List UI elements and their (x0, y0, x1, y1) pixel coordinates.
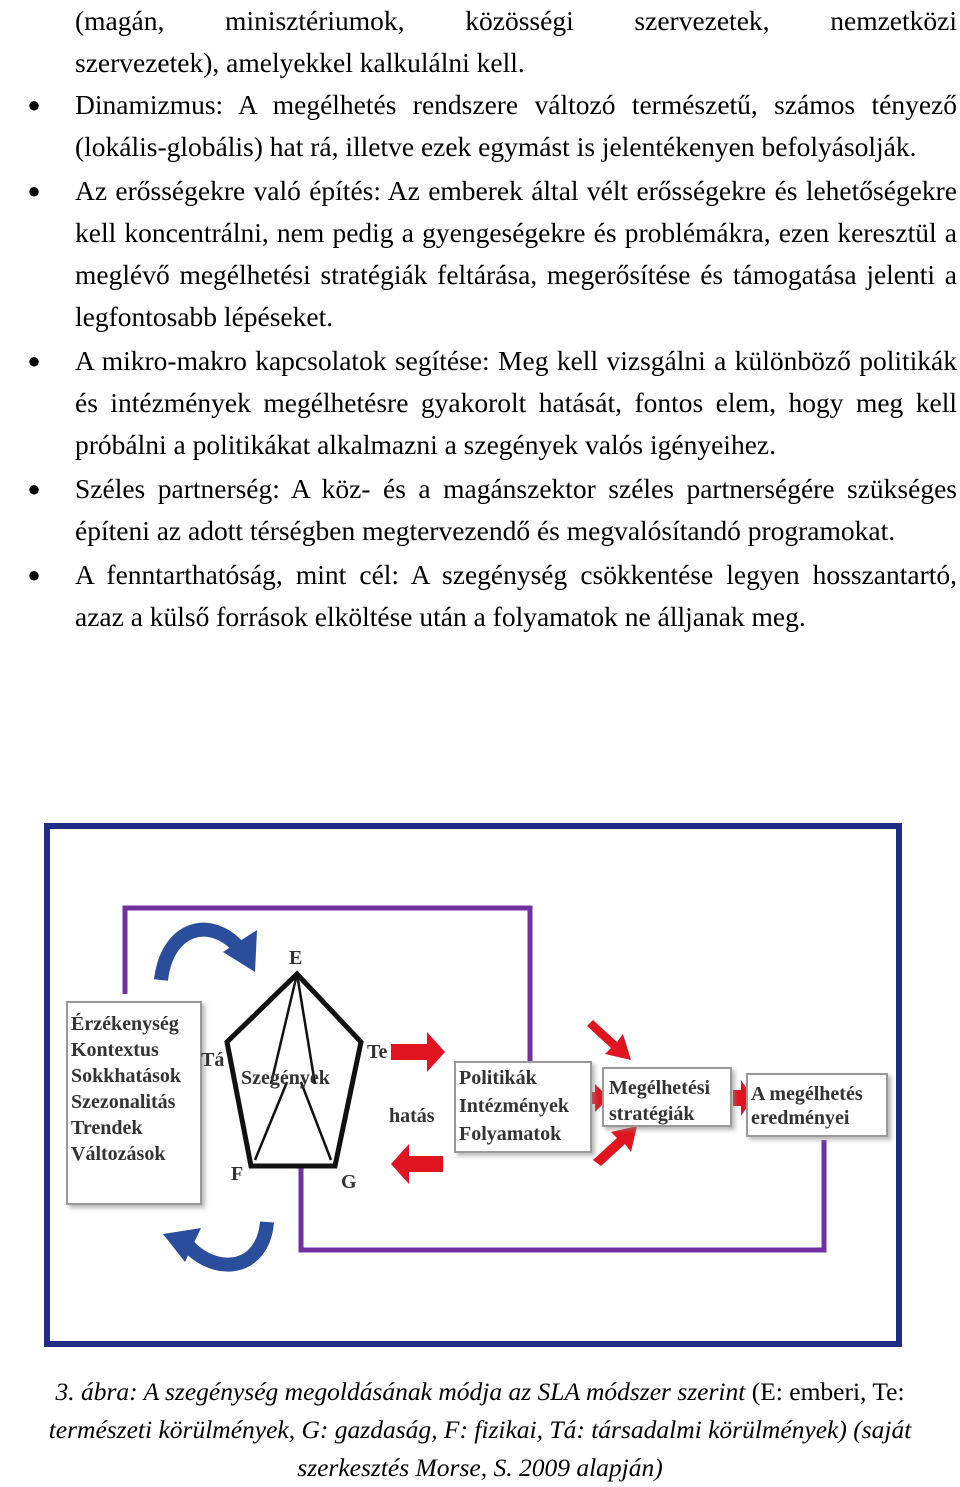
pentagon-label-g: G (341, 1171, 357, 1193)
pentagon-label-ta: Tá (201, 1049, 225, 1071)
strategy-line: Megélhetési (609, 1077, 711, 1099)
bullet-icon: ● (27, 562, 41, 587)
vulnerability-line: Trendek (71, 1117, 143, 1139)
list-item (27, 468, 957, 552)
vulnerability-line: Kontextus (71, 1039, 159, 1061)
bullet-icon: ● (27, 476, 41, 501)
vulnerability-line: Érzékenység (71, 1013, 179, 1035)
policy-line: Folyamatok (459, 1123, 562, 1145)
hatas-label: hatás (389, 1105, 435, 1127)
pentagon-label-f: F (231, 1163, 244, 1185)
pentagon-label-e: E (289, 947, 303, 969)
bullet-icon: ● (27, 178, 41, 203)
strategy-line: stratégiák (609, 1103, 695, 1125)
list-item (27, 84, 957, 168)
policy-line: Politikák (459, 1067, 537, 1089)
bullet-icon: ● (27, 348, 41, 373)
bullet-icon: ● (27, 92, 41, 117)
pentagon-center-label: Szegények (241, 1067, 330, 1089)
vulnerability-line: Változások (71, 1143, 166, 1165)
vulnerability-line: Szezonalitás (71, 1091, 176, 1113)
list-item (27, 170, 957, 338)
caption-title: 3. ábra: A szegénység megoldásának módja az SLA módszer szerint (55, 1377, 746, 1406)
policy-line: Intézmények (459, 1095, 569, 1117)
vulnerability-line: Sokkhatások (71, 1065, 182, 1087)
list-item (27, 340, 957, 466)
caption-source: szerkesztés Morse, S. 2009 alapján) (297, 1453, 663, 1482)
list-item-text: Az erősségekre való építés: Az emberek által vélt erősségekre és lehetőségekre kell koncentrálni, nem pedig a gyengeségekre és problémákra, ezen keresztül a meglévő megélhetési stratégiák feltárása, megerősítése és támogatása jelenti a legfontosabb lépéseket. (75, 175, 957, 332)
continuation-line-2: szervezetek), amelyekkel kalkulálni kell. (75, 47, 525, 78)
sla-diagram (43, 822, 903, 1348)
list-item (27, 554, 957, 638)
continuation-line-1: (magán, minisztériumok, közösségi szervezetek, nemzetközi (75, 5, 957, 36)
figure-caption (0, 1373, 960, 1487)
list-item-text: Széles partnerség: A köz- és a magánszektor széles partnerségére szükséges építeni az adott térségben megtervezendő és megvalósítandó programokat. (75, 473, 957, 546)
list-item-text: A fenntarthatóság, mint cél: A szegénység csökkentése legyen hosszantartó, azaz a külső források elköltése után a folyamatok ne álljanak meg. (75, 559, 957, 632)
body-text (27, 0, 957, 640)
outcome-line: eredményei (751, 1107, 850, 1129)
caption-legend-start: (E: emberi, Te: (745, 1377, 905, 1406)
caption-legend: természeti körülmények, G: gazdaság, F: fizikai, Tá: társadalmi körülmények) (saját (48, 1415, 912, 1444)
pentagon-label-te: Te (367, 1041, 388, 1063)
list-item-text: A mikro-makro kapcsolatok segítése: Meg kell vizsgálni a különböző politikák és intézmények megélhetésre gyakorolt hatását, fontos elem, hogy meg kell próbálni a politikákat alkalmazni a szegények valós igényeihez. (75, 345, 957, 460)
list-item-text: Dinamizmus: A megélhetés rendszere változó természetű, számos tényező (lokális-globális) hat rá, illetve ezek egymást is jelentékenyen befolyásolják. (75, 89, 957, 162)
outcome-line: A megélhetés (751, 1083, 863, 1105)
